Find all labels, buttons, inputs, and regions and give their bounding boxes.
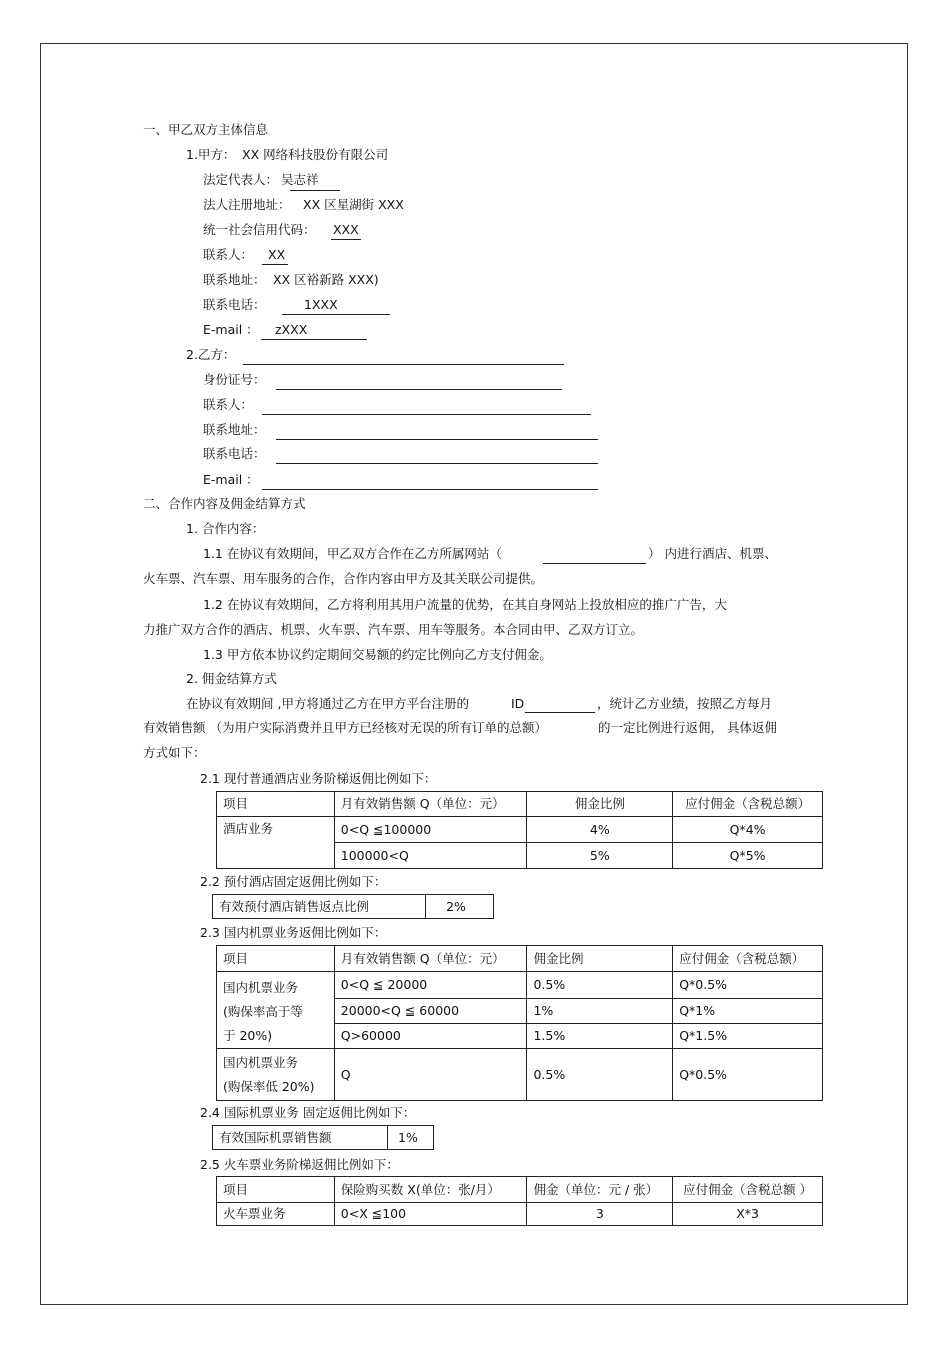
party-b-contact-label: 联系人： bbox=[203, 397, 254, 412]
rate-cell: 0.5% bbox=[527, 972, 673, 999]
legal-rep-value: 吴志祥 bbox=[281, 172, 319, 187]
table-header-row bbox=[217, 1177, 823, 1203]
range-cell: 20000<Q ≦ 60000 bbox=[334, 999, 527, 1024]
s25-table bbox=[216, 1176, 823, 1226]
commission-cell: Q*1% bbox=[673, 999, 823, 1024]
rate-cell: 4% bbox=[527, 817, 673, 843]
clause-1-2-b: 力推广双方合作的酒店、机票、火车票、汽车票、用车等服务。本合同由甲、乙双方订立。 bbox=[143, 622, 644, 637]
contact-value: XX bbox=[268, 247, 286, 262]
label-cell: 有效预付酒店销售返点比例 bbox=[213, 895, 426, 919]
contact-underline bbox=[262, 264, 288, 265]
credit-code-value: XXX bbox=[333, 222, 359, 237]
party-a-heading: 1.甲方： bbox=[186, 147, 236, 162]
party-b-phone-label: 联系电话： bbox=[203, 446, 266, 461]
s22-table bbox=[212, 894, 494, 919]
clause-1-1-c: 火车票、汽车票、用车服务的合作，合作内容由甲方及其关联公司提供。 bbox=[143, 571, 544, 586]
credit-code-label: 统一社会信用代码： bbox=[203, 222, 316, 237]
header-cell: 佣金比例 bbox=[527, 792, 673, 817]
commission-cell: Q*4% bbox=[673, 817, 823, 843]
party-b-heading: 2.乙方： bbox=[186, 347, 236, 362]
item-cell bbox=[217, 972, 335, 1049]
range-cell: 0<X ≦100 bbox=[334, 1203, 527, 1226]
header-cell: 保险购买数 X(单位：张/月） bbox=[334, 1177, 527, 1203]
settlement-text-a1: 在协议有效期间 ,甲方将通过乙方在甲方平台注册的 bbox=[186, 696, 469, 711]
settlement-id-line bbox=[525, 712, 595, 713]
s23-caption: 2.3 国内机票业务返佣比例如下： bbox=[200, 925, 387, 940]
table-row bbox=[217, 817, 823, 843]
settlement-heading: 2. 佣金结算方式 bbox=[186, 671, 277, 686]
header-cell: 项目 bbox=[217, 946, 335, 972]
website-blank-line bbox=[543, 563, 646, 564]
item-line: 于 20%) bbox=[223, 1028, 273, 1043]
rate-cell: 3 bbox=[527, 1203, 673, 1226]
table-row bbox=[217, 1203, 823, 1226]
item-cell: 酒店业务 bbox=[217, 817, 335, 869]
item-cell bbox=[217, 1049, 335, 1101]
s21-caption: 2.1 现付普通酒店业务阶梯返佣比例如下： bbox=[200, 771, 437, 786]
contact-label: 联系人： bbox=[203, 247, 254, 262]
item-line: (购保率高于等 bbox=[223, 1004, 303, 1019]
clause-1-1-b: ） 内进行酒店、机票、 bbox=[648, 546, 777, 561]
party-b-address-line bbox=[276, 439, 598, 440]
commission-cell: Q*0.5% bbox=[673, 972, 823, 999]
page-border bbox=[40, 43, 908, 1305]
header-cell: 应付佣金（含税总额 ） bbox=[673, 1177, 823, 1203]
header-cell: 项目 bbox=[217, 1177, 335, 1203]
party-b-phone-line bbox=[276, 463, 598, 464]
party-b-address-label: 联系地址： bbox=[203, 422, 266, 437]
section1-title: 一、甲乙双方主体信息 bbox=[143, 122, 269, 137]
content-heading: 1. 合作内容： bbox=[186, 521, 265, 536]
label-cell: 有效国际机票销售额 bbox=[213, 1126, 388, 1150]
party-b-id-label: 身份证号： bbox=[203, 372, 266, 387]
table-row bbox=[217, 972, 823, 999]
header-cell: 佣金比例 bbox=[527, 946, 673, 972]
range-cell: 0<Q ≦ 20000 bbox=[334, 972, 527, 999]
clause-1-2-a: 1.2 在协议有效期间，乙方将利用其用户流量的优势，在其自身网站上投放相应的推广广告，大 bbox=[203, 597, 727, 612]
address-value: XX 区星湖街 XXX bbox=[303, 197, 404, 212]
phone-value: 1XXX bbox=[304, 297, 338, 312]
range-cell: 100000<Q bbox=[334, 843, 527, 869]
commission-cell: Q*0.5% bbox=[673, 1049, 823, 1101]
table-row bbox=[213, 1126, 434, 1150]
table-row bbox=[213, 895, 494, 919]
email-label: E-mail ： bbox=[203, 322, 259, 337]
s24-caption: 2.4 国际机票业务 固定返佣比例如下： bbox=[200, 1105, 416, 1120]
item-line: 国内机票业务 bbox=[223, 1054, 299, 1070]
party-b-id-line bbox=[276, 389, 562, 390]
rate-cell: 1% bbox=[527, 999, 673, 1024]
s24-table bbox=[212, 1125, 434, 1150]
table-row bbox=[217, 1049, 823, 1101]
contact-address-label: 联系地址： bbox=[203, 272, 266, 287]
phone-label: 联系电话： bbox=[203, 297, 266, 312]
party-a-name: XX 网络科技股份有限公司 bbox=[242, 147, 389, 162]
settlement-text-b2: 的一定比例进行返佣， 具体返佣 bbox=[598, 720, 777, 735]
address-label: 法人注册地址： bbox=[203, 197, 291, 212]
header-cell: 佣金（单位：元 / 张） bbox=[527, 1177, 673, 1203]
email-underline bbox=[261, 339, 367, 340]
table-header-row bbox=[217, 946, 823, 972]
email-value: zXXX bbox=[275, 322, 308, 337]
range-cell: Q>60000 bbox=[334, 1024, 527, 1049]
s23-table bbox=[216, 945, 823, 1101]
range-cell: 0<Q ≦100000 bbox=[334, 817, 527, 843]
contact-address-value: XX 区裕新路 XXX) bbox=[273, 272, 379, 287]
settlement-text-b1: 有效销售额 （为用户实际消费并且甲方已经核对无误的所有订单的总额） bbox=[143, 720, 547, 735]
party-b-name-line bbox=[243, 364, 564, 365]
party-b-email-line bbox=[262, 489, 598, 490]
section2-title: 二、合作内容及佣金结算方式 bbox=[143, 496, 306, 511]
header-cell: 应付佣金（含税总额） bbox=[673, 946, 823, 972]
s22-caption: 2.2 预付酒店固定返佣比例如下： bbox=[200, 874, 387, 889]
table-header-row bbox=[217, 792, 823, 817]
value-cell: 1% bbox=[388, 1126, 434, 1150]
party-b-contact-line bbox=[262, 414, 591, 415]
clause-1-1-a: 1.1 在协议有效期间，甲乙双方合作在乙方所属网站（ bbox=[203, 546, 502, 561]
s21-table bbox=[216, 791, 823, 869]
header-cell: 应付佣金（含税总额） bbox=[673, 792, 823, 817]
credit-code-underline bbox=[331, 239, 361, 240]
clause-1-3: 1.3 甲方依本协议约定期间交易额的约定比例向乙方支付佣金。 bbox=[203, 647, 552, 662]
value-cell: 2% bbox=[426, 895, 494, 919]
item-line: (购保率低 20%) bbox=[223, 1078, 315, 1094]
settlement-text-a2: ，统计乙方业绩，按照乙方每月 bbox=[597, 696, 773, 711]
phone-underline bbox=[282, 314, 390, 315]
party-b-email-label: E-mail ： bbox=[203, 472, 259, 487]
header-cell: 月有效销售额 Q（单位：元） bbox=[334, 792, 527, 817]
settlement-text-c: 方式如下： bbox=[143, 745, 206, 760]
legal-rep-underline bbox=[290, 190, 340, 191]
range-cell: Q bbox=[334, 1049, 527, 1101]
header-cell: 月有效销售额 Q（单位：元） bbox=[334, 946, 527, 972]
legal-rep-label: 法定代表人： bbox=[203, 172, 279, 187]
commission-cell: Q*1.5% bbox=[673, 1024, 823, 1049]
rate-cell: 5% bbox=[527, 843, 673, 869]
rate-cell: 1.5% bbox=[527, 1024, 673, 1049]
rate-cell: 0.5% bbox=[527, 1049, 673, 1101]
item-line: 国内机票业务 bbox=[223, 980, 299, 995]
commission-cell: Q*5% bbox=[673, 843, 823, 869]
settlement-id-label: ID bbox=[511, 696, 525, 711]
commission-cell: X*3 bbox=[673, 1203, 823, 1226]
item-cell: 火车票业务 bbox=[217, 1203, 335, 1226]
s25-caption: 2.5 火车票业务阶梯返佣比例如下： bbox=[200, 1157, 399, 1172]
header-cell: 项目 bbox=[217, 792, 335, 817]
